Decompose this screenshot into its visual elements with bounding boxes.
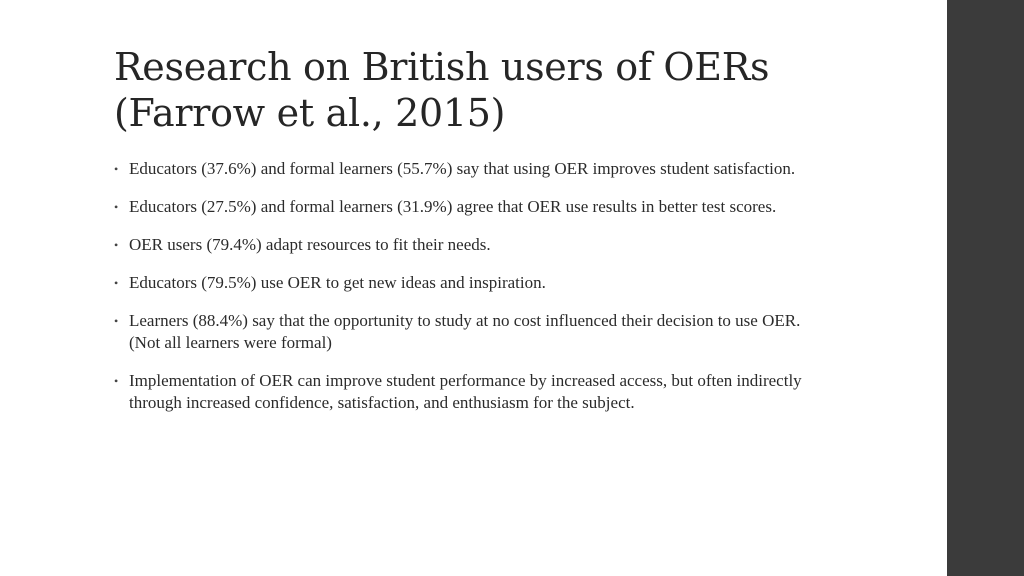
bullet-text: Implementation of OER can improve student performance by increased access, but often indirectly through increased confidence, satisfaction, and enthusiasm for the subject. xyxy=(129,371,802,412)
bullet-icon: • xyxy=(114,314,119,328)
bullet-text: OER users (79.4%) adapt resources to fit their needs. xyxy=(129,235,491,254)
bullet-item xyxy=(114,370,824,414)
bullet-text: Educators (37.6%) and formal learners (55.7%) say that using OER improves student satisfaction. xyxy=(129,159,796,178)
slide-title xyxy=(114,44,874,136)
bullet-text: Learners (88.4%) say that the opportunity to study at no cost influenced their decision to use OER. (Not all learners were formal) xyxy=(129,311,801,352)
bullet-item xyxy=(114,158,824,180)
bullet-icon: • xyxy=(114,276,119,290)
title-line-2: (Farrow et al., 2015) xyxy=(114,91,506,135)
bullet-icon: • xyxy=(114,200,119,214)
bullet-text: Educators (79.5%) use OER to get new ideas and inspiration. xyxy=(129,273,546,292)
bullet-item xyxy=(114,272,824,294)
title-line-1: Research on British users of OERs xyxy=(114,45,770,89)
right-sidebar-decoration xyxy=(947,0,1024,576)
bullet-item xyxy=(114,234,824,256)
bullet-text: Educators (27.5%) and formal learners (31.9%) agree that OER use results in better test scores. xyxy=(129,197,777,216)
bullet-icon: • xyxy=(114,162,119,176)
bullet-item xyxy=(114,310,824,354)
bullet-list xyxy=(114,158,824,430)
bullet-icon: • xyxy=(114,238,119,252)
bullet-icon: • xyxy=(114,374,119,388)
bullet-item xyxy=(114,196,824,218)
